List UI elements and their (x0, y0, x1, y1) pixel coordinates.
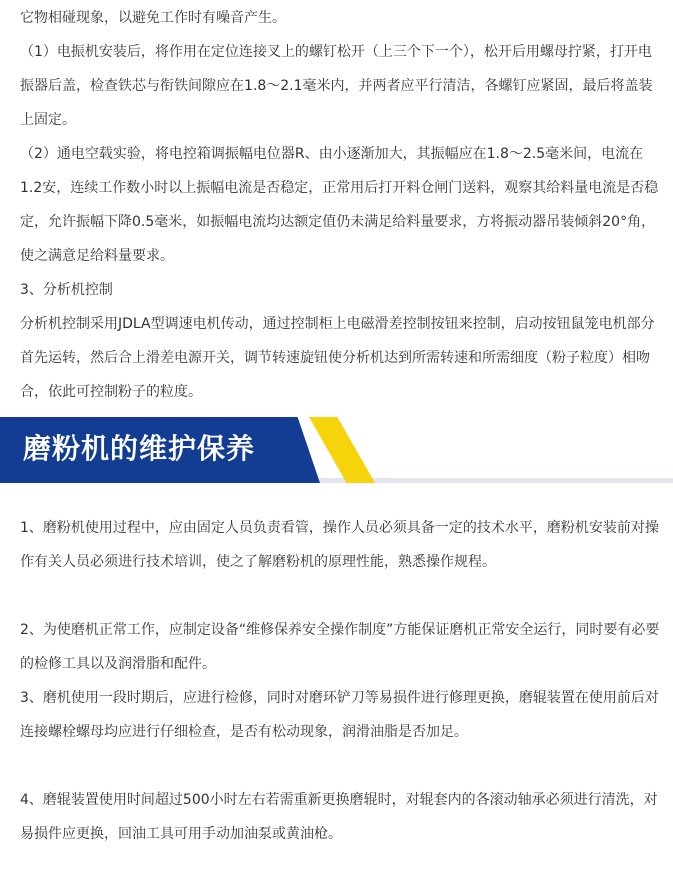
paragraph-no-load-test: （2）通电空载实验，将电控箱调振幅电位器R、由小逐渐加大，其振幅应在1.8～2.5毫米间，电流在1.2安，连续工作数小时以上振幅电流是否稳定，正常用后打开料仓闸门送料，观察其给料量电流是否稳定，允许振幅下降0.5毫米，如振幅电流均达额定值仍未满足给料量要求，方将振动器吊装倾斜20°角，使之满意足给料量要求。 (20, 146, 659, 264)
maintenance-item-1: 1、磨粉机使用过程中，应由固定人员负责看管，操作人员必须具备一定的技术水平，磨粉机安装前对操作有关人员必须进行技术培训，使之了解磨粉机的原理性能，熟悉操作规程。 (20, 520, 659, 570)
maintenance-item-2: 2、为使磨机正常工作，应制定设备“维修保养安全操作制度”方能保证磨机正常安全运行，同时要有必要的检修工具以及润滑脂和配件。 (20, 622, 660, 672)
maintenance-item-3: 3、磨机使用一段时期后，应进行检修，同时对磨环铲刀等易损件进行修理更换，磨辊装置在使用前后对连接螺栓螺母均应进行仔细检查，是否有松动现象，润滑油脂是否加足。 (20, 690, 659, 740)
heading-classifier-control: 3、分析机控制 (20, 282, 113, 298)
maintenance-item-4: 4、磨辊装置使用时间超过500小时左右若需重新更换磨辊时，对辊套内的各滚动轴承必须进行清洗，对易损件应更换，回油工具可用手动加油泵或黄油枪。 (20, 792, 658, 842)
paragraph-vibrator-installation: （1）电振机安装后，将作用在定位连接叉上的螺钉松开（上三个下一个），松开后用螺母拧紧，打开电振器后盖，检查铁芯与衔铁间隙应在1.8～2.1毫米内，并两者应平行清洁，各螺钉应紧固，最后将盖装上固定。 (20, 44, 653, 128)
banner-yellow-stripe (309, 417, 375, 483)
section-title: 磨粉机的维护保养 (23, 432, 256, 465)
section-banner (0, 417, 673, 487)
paragraph-intro-line: 它物相碰现象，以避免工作时有噪音产生。 (20, 10, 286, 26)
paragraph-classifier-control: 分析机控制采用JDLA型调速电机传动，通过控制柜上电磁滑差控制按钮来控制，启动按钮鼠笼电机部分首先运转，然后合上滑差电源开关，调节转速旋钮使分析机达到所需转速和所需细度（粉子粒度）相吻合，依此可控制粉子的粒度。 (20, 316, 655, 400)
